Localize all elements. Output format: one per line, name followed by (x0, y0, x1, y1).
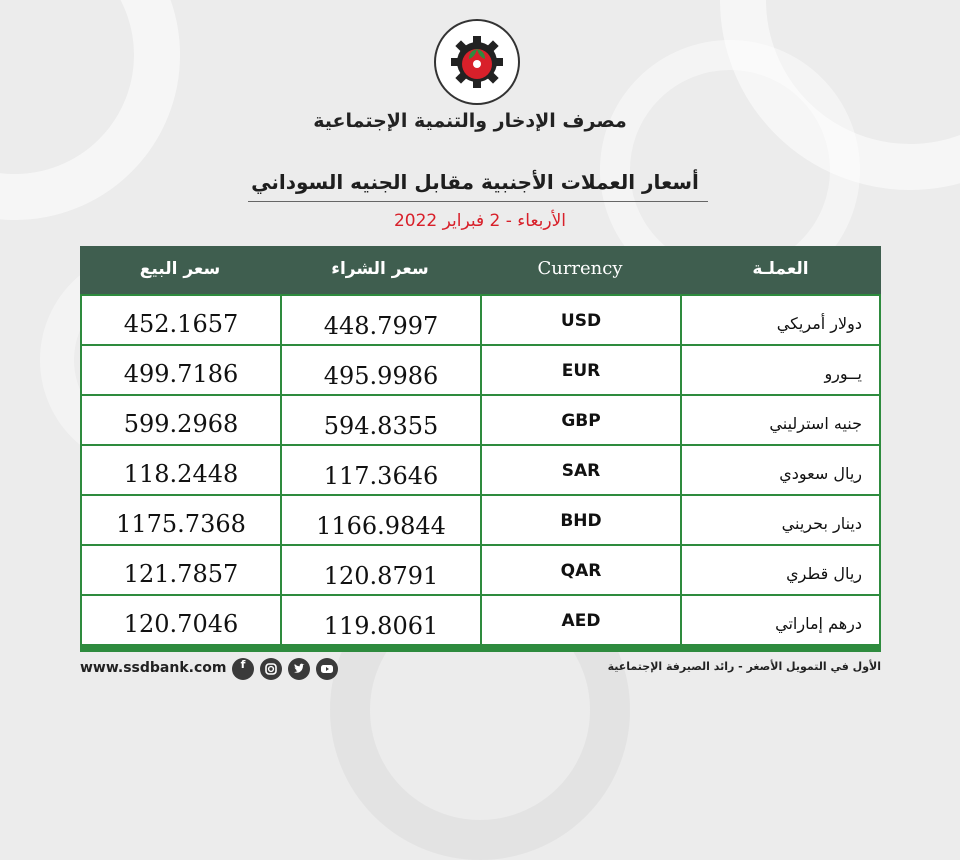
title-divider (248, 201, 708, 202)
currency-code-cell: USD (560, 311, 602, 331)
currency-name-cell: درهم إماراتي (775, 614, 862, 633)
youtube-icon[interactable] (316, 658, 338, 680)
buy-rate-cell: 448.7997 (323, 312, 439, 340)
currency-code-cell: EUR (561, 361, 601, 381)
currency-name-cell: جنيه استرليني (769, 414, 862, 433)
bank-name: مصرف الإدخار والتنمية الإجتماعية (313, 110, 627, 132)
currency-name-cell: دولار أمريكي (776, 314, 862, 333)
instagram-icon[interactable] (260, 658, 282, 680)
sell-rate-cell: 120.7046 (123, 610, 239, 638)
buy-rate-cell: 117.3646 (323, 462, 439, 490)
header-sell-rate: سعر البيع (139, 259, 221, 279)
sell-rate-cell: 499.7186 (123, 360, 239, 388)
currency-name-cell: دينار بحريني (781, 514, 862, 533)
buy-rate-cell: 594.8355 (323, 412, 439, 440)
header-currency-name: العملـة (752, 259, 809, 279)
footer-slogan: الأول في التمويل الأصغر - رائد الصيرفة الإجتماعية (607, 660, 881, 673)
bank-logo (433, 18, 521, 106)
table-body (80, 294, 881, 646)
table-row (82, 396, 879, 446)
currency-code-cell: SAR (561, 461, 601, 481)
facebook-icon[interactable]: f (232, 658, 254, 680)
footer-accent-bar (80, 646, 881, 652)
currency-name-cell: ريال سعودي (779, 464, 862, 483)
sell-rate-cell: 121.7857 (123, 560, 239, 588)
table-row (82, 446, 879, 496)
currency-code-cell: AED (561, 611, 601, 631)
table-header (80, 246, 881, 294)
table-row (82, 296, 879, 346)
sell-rate-cell: 599.2968 (123, 410, 239, 438)
date-label: الأربعاء - 2 فبراير 2022 (393, 211, 567, 231)
table-row (82, 346, 879, 396)
table-row (82, 596, 879, 646)
page-title: أسعار العملات الأجنبية مقابل الجنيه السوداني (251, 170, 699, 194)
sell-rate-cell: 118.2448 (123, 460, 239, 488)
sell-rate-cell: 1175.7368 (116, 510, 246, 538)
sell-rate-cell: 452.1657 (123, 310, 239, 338)
currency-name-cell: يــورو (824, 364, 862, 383)
currency-code-cell: BHD (560, 511, 602, 531)
buy-rate-cell: 1166.9844 (316, 512, 446, 540)
exchange-rate-table (80, 246, 881, 646)
currency-code-cell: GBP (561, 411, 601, 431)
header-currency-code: Currency (537, 258, 623, 279)
buy-rate-cell: 120.8791 (323, 562, 439, 590)
table-row (82, 546, 879, 596)
currency-code-cell: QAR (560, 561, 602, 581)
currency-name-cell: ريال قطري (786, 564, 862, 583)
table-row (82, 496, 879, 546)
website-link[interactable]: www.ssdbank.com (80, 660, 227, 676)
buy-rate-cell: 495.9986 (323, 362, 439, 390)
header-buy-rate: سعر الشراء (331, 259, 429, 279)
buy-rate-cell: 119.8061 (323, 612, 439, 640)
background-gear-decoration (0, 0, 180, 220)
twitter-icon[interactable] (288, 658, 310, 680)
